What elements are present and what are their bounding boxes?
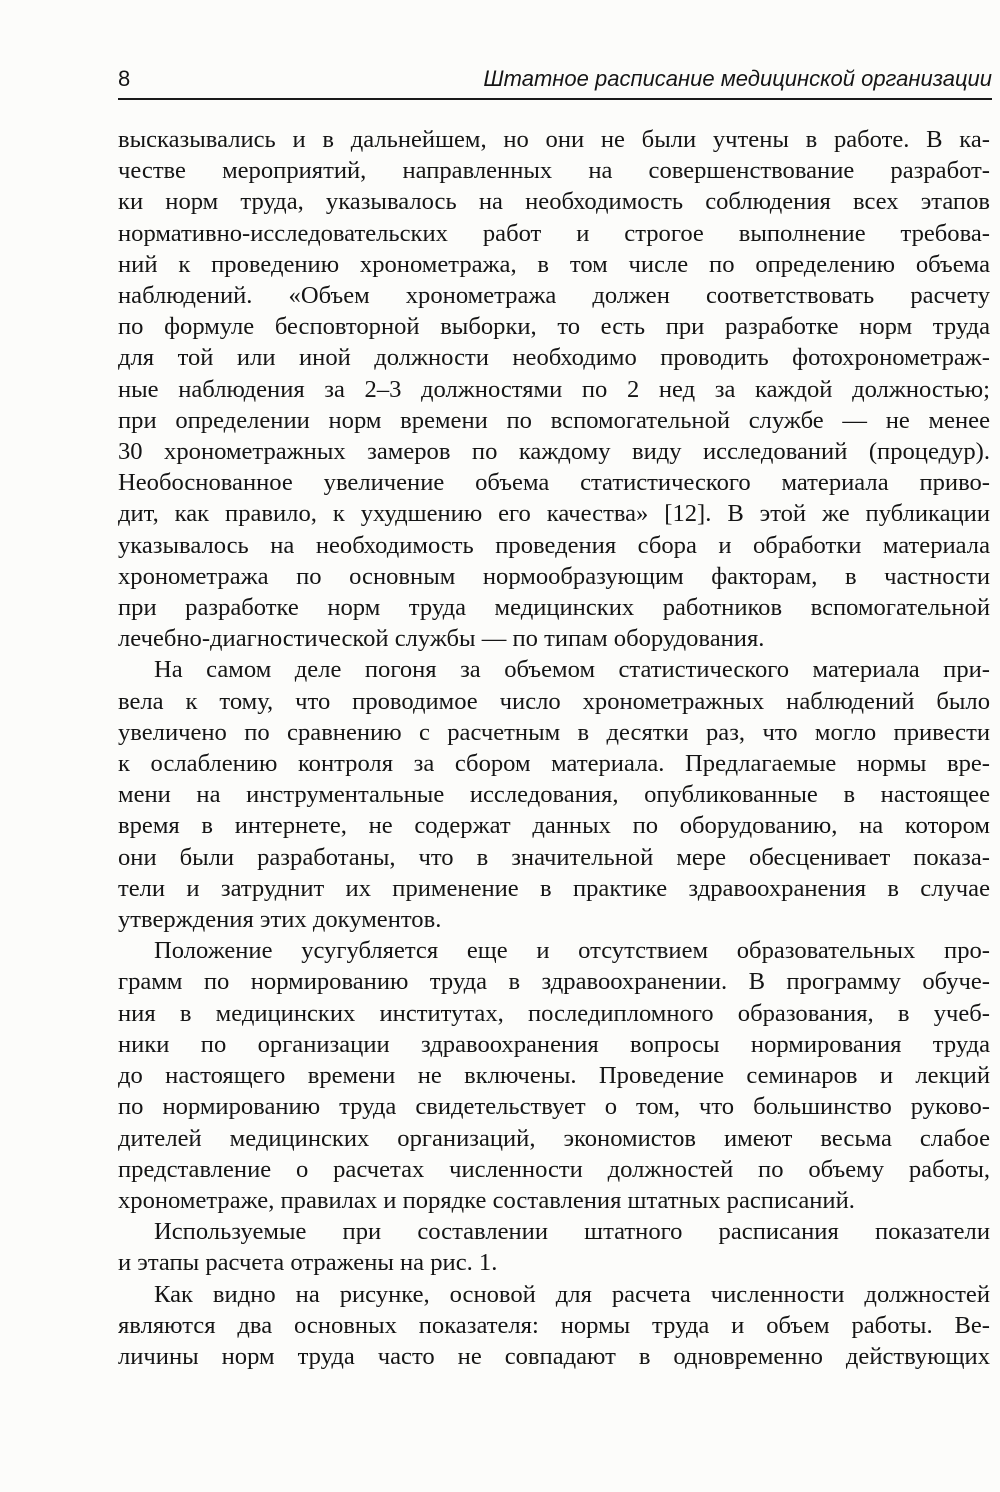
paragraph-5 xyxy=(118,1279,990,1373)
text-line: к ослаблению контроля за сбором материала. Предлагаемые нормы вре- xyxy=(118,750,990,778)
page-header xyxy=(118,64,992,100)
body-text xyxy=(118,124,990,1372)
text-line: они были разработаны, что в значительной мере обесценивает показа- xyxy=(118,843,990,871)
text-line: указывалось на необходимость проведения сбора и обработки материала xyxy=(118,531,990,559)
text-line: дителей медицинских организаций, экономистов имеют весьма слабое xyxy=(118,1124,990,1152)
text-line: Положение усугубляется еще и отсутствием образовательных про- xyxy=(154,937,990,965)
text-line: представление о расчетах численности должностей по объему работы, xyxy=(118,1155,990,1183)
text-line: грамм по нормированию труда в здравоохранении. В программу обуче- xyxy=(118,968,990,996)
text-line: при разработке норм труда медицинских работников вспомогательной xyxy=(118,594,990,622)
text-line: Как видно на рисунке, основой для расчета численности должностей xyxy=(154,1280,990,1308)
text-line: мени на инструментальные исследования, опубликованные в настоящее xyxy=(118,781,990,809)
text-line: ки норм труда, указывалось на необходимость соблюдения всех этапов xyxy=(118,188,990,216)
text-line: для той или иной должности необходимо проводить фотохронометраж- xyxy=(118,344,990,372)
text-line: Используемые при составлении штатного расписания показатели xyxy=(154,1218,990,1246)
text-line: хронометража по основным нормообразующим факторам, в частности xyxy=(118,562,990,590)
page-number: 8 xyxy=(118,66,131,91)
text-line: являются два основных показателя: нормы труда и объем работы. Ве- xyxy=(118,1311,990,1339)
text-line: ний к проведению хронометража, в том числе по определению объема xyxy=(118,250,990,278)
text-line: вела к тому, что проводимое число хронометражных наблюдений было xyxy=(118,687,990,715)
text-line: до настоящего времени не включены. Проведение семинаров и лекций xyxy=(118,1062,990,1090)
text-line: честве мероприятий, направленных на совершенствование разработ- xyxy=(118,157,990,185)
text-line: 30 хронометражных замеров по каждому виду исследований (процедур). xyxy=(118,438,990,466)
text-line: утверждения этих документов. xyxy=(118,906,442,934)
paragraph-2 xyxy=(118,654,990,935)
text-line: хронометраже, правилах и порядке составления штатных расписаний. xyxy=(118,1186,855,1214)
text-line: Необоснованное увеличение объема статистического материала приво- xyxy=(118,469,990,497)
running-title: Штатное расписание медицинской организации xyxy=(483,66,992,91)
text-line: по формуле бесповторной выборки, то есть при разработке норм труда xyxy=(118,313,990,341)
text-line: время в интернете, не содержат данных по оборудованию, на котором xyxy=(118,812,990,840)
text-line: нормативно-исследовательских работ и строгое выполнение требова- xyxy=(118,219,990,247)
paragraph-3 xyxy=(118,935,990,1216)
text-line: по нормированию труда свидетельствует о том, что большинство руково- xyxy=(118,1093,990,1121)
text-line: лечебно-диагностической службы — по типам оборудования. xyxy=(118,625,765,653)
paragraph-4 xyxy=(118,1216,990,1278)
text-line: личины норм труда часто не совпадают в одновременно действующих xyxy=(118,1342,990,1370)
text-line: и этапы расчета отражены на рис. 1. xyxy=(118,1249,498,1277)
paragraph-1 xyxy=(118,124,990,654)
text-line: На самом деле погоня за объемом статистического материала при- xyxy=(154,656,990,684)
text-line: высказывались и в дальнейшем, но они не были учтены в работе. В ка- xyxy=(118,126,990,153)
text-line: тели и затруднит их применение в практике здравоохранения в случае xyxy=(118,874,990,902)
text-line: увеличено по сравнению с расчетным в десятки раз, что могло привести xyxy=(118,718,990,746)
text-line: ники по организации здравоохранения вопросы нормирования труда xyxy=(118,1030,990,1058)
text-line: при определении норм времени по вспомогательной службе — не менее xyxy=(118,406,990,434)
text-line: ные наблюдения за 2–3 должностями по 2 нед за каждой должностью; xyxy=(118,375,990,403)
text-line: наблюдений. «Объем хронометража должен соответствовать расчету xyxy=(118,282,990,310)
text-line: дит, как правило, к ухудшению его качества» [12]. В этой же публикации xyxy=(118,500,990,528)
text-line: ния в медицинских институтах, последипломного образования, в учеб- xyxy=(118,999,990,1027)
